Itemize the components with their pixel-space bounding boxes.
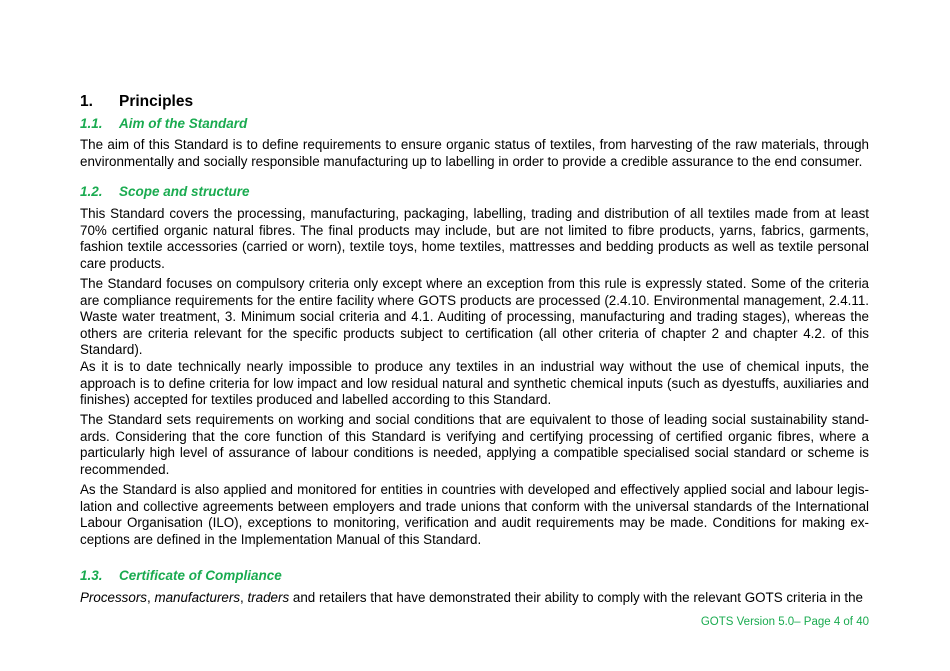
term-manufacturers: manufacturers: [154, 590, 241, 605]
subsection-heading-scope: [80, 184, 250, 199]
subsection-title: Certificate of Compliance: [119, 568, 282, 583]
paragraph: This Standard covers the processing, manufacturing, packaging, labelling, trading and distribution of all textiles made from at least 70% certified organic natural fibres. The final products may include, but are not limited to fibre products, yarns, fabrics, garments, fashion textile accessories (carried or worn), textile toys, home textiles, mattresses and bedding products as well as textile personal care products.: [80, 206, 869, 271]
subsection-number: 1.3.: [80, 568, 103, 583]
term-processors: Processors: [80, 590, 147, 605]
subsection-number: 1.1.: [80, 116, 103, 131]
paragraph: As it is to date technically nearly impossible to produce any textiles in an industrial way without the use of chemical inputs, the approach is to define criteria for low impact and low residual natural and synthetic chemical inputs (such as dyestuffs, auxiliaries and finishes) accepted for textiles produced and labelled according to this Standard.: [80, 359, 869, 407]
section-heading: [80, 93, 193, 111]
paragraph-rest: and retailers that have demonstrated their ability to comply with the relevant GOTS criteria in the: [289, 590, 864, 605]
section-number: 1.: [80, 93, 93, 110]
term-traders: traders: [247, 590, 290, 605]
paragraph: As the Standard is also applied and monitored for entities in countries with developed and effectively applied social and labour legis-lation and collective agreements between employers and trade unions that conform with the universal standards of the International Labour Organisation (ILO), exceptions to monitoring, verification and audit requirements may be made. Conditions for making ex-ceptions are defined in the Implementation Manual of this Standard.: [80, 482, 869, 547]
page-footer: GOTS Version 5.0– Page 4 of 40: [700, 616, 869, 628]
paragraph: [80, 590, 869, 607]
subsection-title: Scope and structure: [119, 184, 250, 199]
section-title: Principles: [119, 93, 194, 110]
paragraph: The Standard sets requirements on working and social conditions that are equivalent to those of leading social sustainability stand-ards. Considering that the core function of this Standard is verifying and certifying processing of certified organic fibres, where a particularly high level of assurance of labour conditions is needed, applying a compatible specialised social standard or scheme is recommended.: [80, 412, 869, 477]
separator: ,: [240, 590, 248, 605]
subsection-title: Aim of the Standard: [119, 116, 248, 131]
separator: ,: [146, 590, 155, 605]
subsection-heading-certificate: [80, 568, 282, 583]
paragraph: The aim of this Standard is to define requirements to ensure organic status of textiles, from harvesting of the raw materials, through environmentally and socially responsible manufacturing up to labelling in order to provide a credible assurance to the end consumer.: [80, 137, 869, 169]
subsection-number: 1.2.: [80, 184, 103, 199]
paragraph: The Standard focuses on compulsory criteria only except where an exception from this rule is expressly stated. Some of the criteria are compliance requirements for the entire facility where GOTS products are processed (2.4.10. Environmental management, 2.4.11. Waste water treatment, 3. Minimum social criteria and 4.1. Auditing of processing, manufacturing and trading stages), whereas the others are criteria relevant for the specific products subject to certification (all other criteria of chapter 2 and chapter 4.2. of this Standard).: [80, 276, 869, 357]
subsection-heading-aim: [80, 116, 247, 131]
